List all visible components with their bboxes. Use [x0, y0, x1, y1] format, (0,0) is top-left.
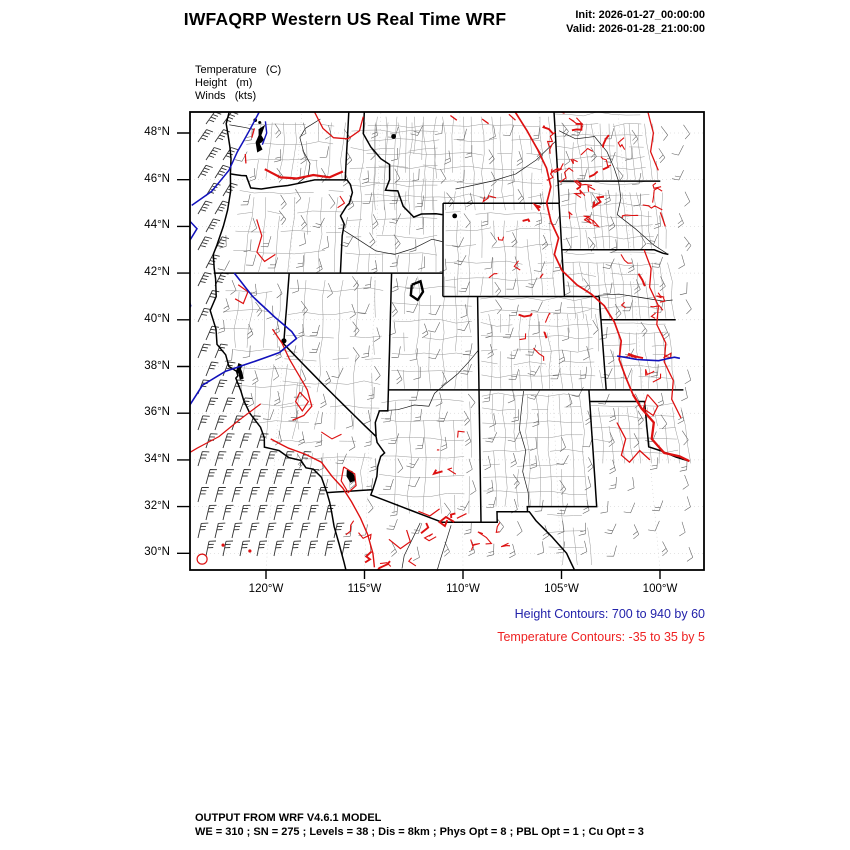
- valid-timestamp: Valid: 2026-01-28_21:00:00: [566, 23, 705, 35]
- lat-tick-label: 42°N: [144, 266, 170, 279]
- lon-tick-label: 110°W: [446, 583, 480, 595]
- footer-model-version: OUTPUT FROM WRF V4.6.1 MODEL: [195, 812, 382, 824]
- lat-tick-label: 36°N: [144, 406, 170, 419]
- lat-tick-label: 46°N: [144, 172, 170, 185]
- legend-temperature-units: Temperature (C): [195, 64, 282, 76]
- height-contour-info: Height Contours: 700 to 940 by 60: [514, 607, 705, 621]
- lon-tick-label: 100°W: [642, 583, 678, 595]
- lat-tick-label: 34°N: [144, 452, 170, 465]
- lon-tick-label: 120°W: [248, 583, 284, 595]
- lat-tick-label: 44°N: [144, 219, 170, 232]
- lat-tick-label: 38°N: [144, 359, 170, 372]
- lat-tick-label: 40°N: [144, 312, 170, 325]
- lon-tick-label: 115°W: [347, 583, 382, 595]
- lat-tick-label: 32°N: [144, 499, 170, 512]
- legend-height-units: Height (m): [195, 77, 253, 89]
- legend-winds-units: Winds (kts): [195, 90, 257, 102]
- footer-model-config: WE = 310 ; SN = 275 ; Levels = 38 ; Dis = 8km ; Phys Opt = 8 ; PBL Opt = 1 ; Cu Opt = 3: [195, 826, 644, 838]
- plot-title: IWFAQRP Western US Real Time WRF: [183, 9, 507, 29]
- init-timestamp: Init: 2026-01-27_00:00:00: [575, 9, 705, 21]
- temperature-contour-info: Temperature Contours: -35 to 35 by 5: [497, 630, 705, 644]
- lat-tick-label: 30°N: [144, 546, 170, 559]
- lon-tick-label: 105°W: [544, 583, 579, 595]
- lat-tick-label: 48°N: [144, 126, 170, 138]
